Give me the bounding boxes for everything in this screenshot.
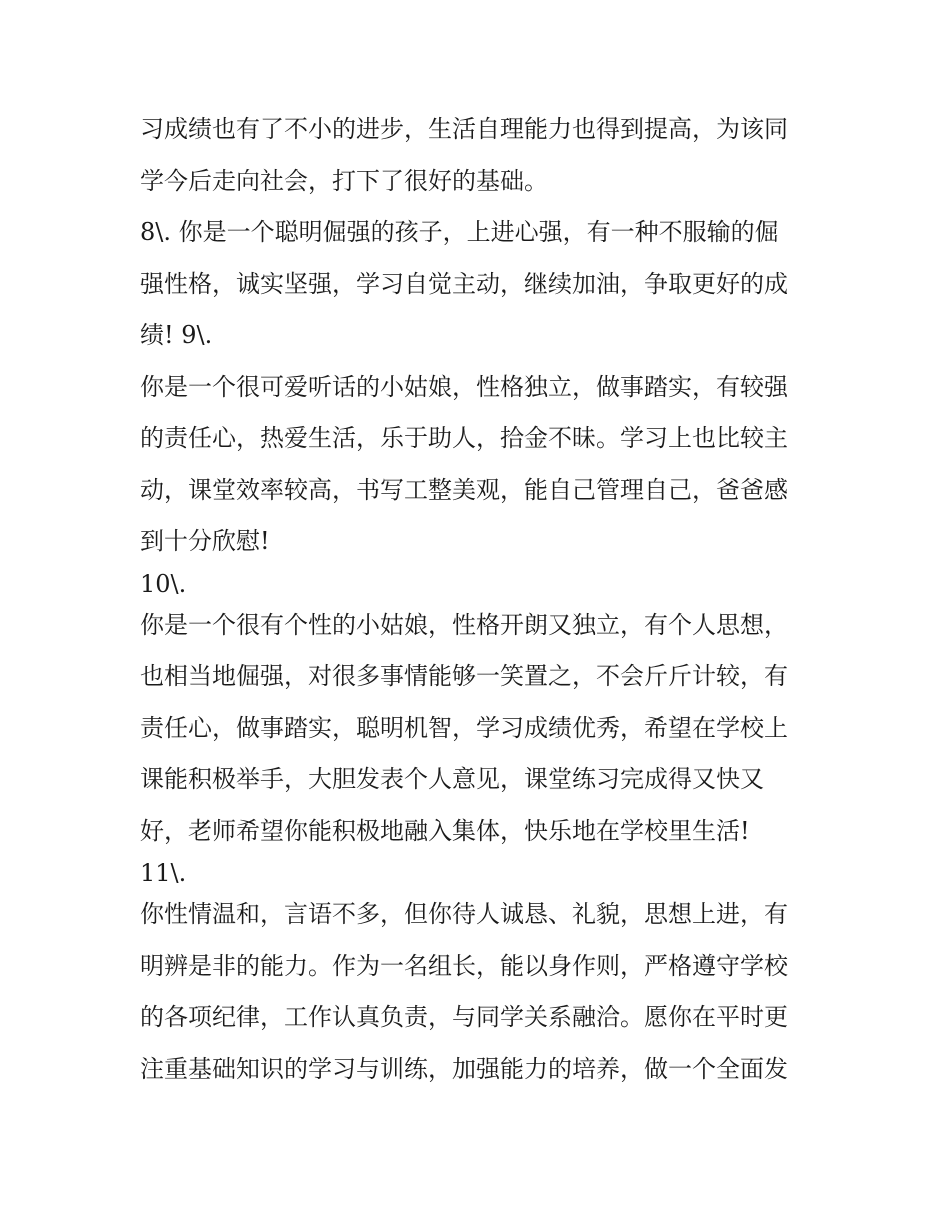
text-line: 强性格，诚实坚强，学习自觉主动，继续加油，争取更好的成 xyxy=(140,269,788,298)
text-line: 的责任心，热爱生活，乐于助人，拾金不昧。学习上也比较主 xyxy=(140,424,788,452)
text-line: 课能积极举手，大胆发表个人意见，课堂练习完成得又快又 xyxy=(140,765,764,793)
text-line: 也相当地倔强，对很多事情能够一笑置之，不会斤斤计较，有 xyxy=(140,662,788,690)
item-number: 11\. xyxy=(140,859,187,887)
text-line: 习成绩也有了不小的进步，生活自理能力也得到提高，为该同 xyxy=(140,115,788,143)
text-line: 你是一个很有个性的小姑娘，性格开朗又独立，有个人思想， xyxy=(140,610,788,639)
text-line: 注重基础知识的学习与训练，加强能力的培养，做一个全面发 xyxy=(140,1054,788,1083)
body-text xyxy=(140,104,830,1095)
text-line: 到十分欣慰! xyxy=(140,527,270,555)
text-line: 明辨是非的能力。作为一名组长，能以身作则，严格遵守学校 xyxy=(140,951,788,980)
text-line: 学今后走向社会，打下了很好的基础。 xyxy=(140,166,548,195)
text-line: 的各项纪律，工作认真负责，与同学关系融洽。愿你在平时更 xyxy=(140,1003,788,1031)
text-line: 8\. 你是一个聪明倔强的孩子，上进心强，有一种不服输的倔 xyxy=(140,218,779,246)
text-line: 你性情温和，言语不多，但你待人诚恳、礼貌，思想上进，有 xyxy=(140,900,788,928)
item-number: 10\. xyxy=(140,569,187,598)
text-line: 动，课堂效率较高，书写工整美观，能自己管理自己，爸爸感 xyxy=(140,475,788,504)
text-line: 好，老师希望你能积极地融入集体，快乐地在学校里生活! xyxy=(140,816,750,845)
text-line: 责任心，做事踏实，聪明机智，学习成绩优秀，希望在学校上 xyxy=(140,713,788,742)
text-line: 你是一个很可爱听话的小姑娘，性格独立，做事踏实，有较强 xyxy=(140,372,788,401)
text-line: 绩! 9\. xyxy=(140,321,213,349)
